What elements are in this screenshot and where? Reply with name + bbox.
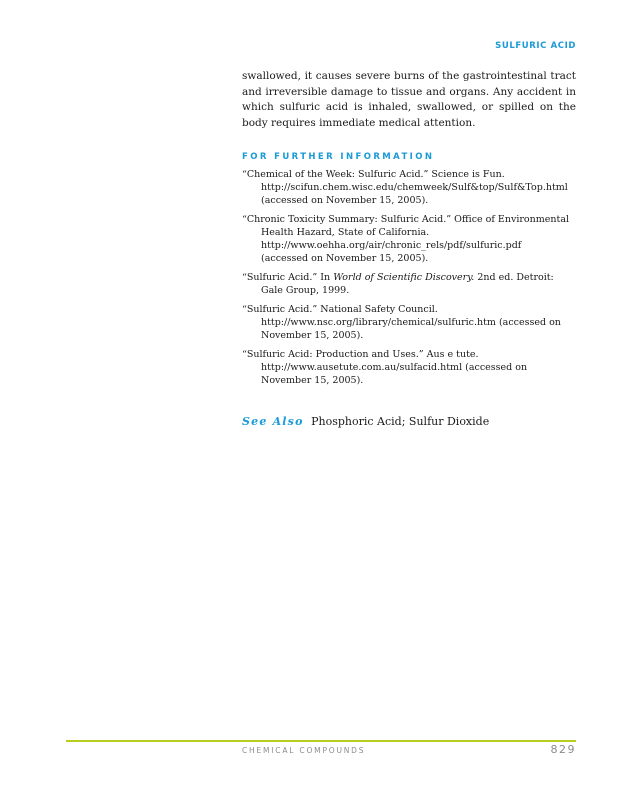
reference-edition: 2nd ed. Detroit: Gale Group, 1999.	[261, 272, 554, 296]
see-also	[242, 414, 576, 430]
reference-list	[242, 168, 576, 393]
reference-url[interactable]: http://www.ausetute.com.au/sulfacid.html	[261, 362, 463, 373]
reference-item	[242, 271, 576, 297]
reference-title: “Chemical of the Week: Sulfuric Acid.” Science is Fun.	[242, 169, 505, 180]
see-also-label: See Also	[242, 415, 304, 428]
reference-accessed: (accessed on November 15, 2005).	[261, 195, 429, 206]
further-information-heading: FOR FURTHER INFORMATION	[242, 152, 435, 162]
reference-accessed: (accessed on November 15, 2005).	[261, 362, 528, 386]
reference-item	[242, 348, 576, 387]
reference-item	[242, 168, 576, 207]
reference-title: “Sulfuric Acid.” In	[242, 272, 331, 283]
reference-item	[242, 303, 576, 342]
reference-title: “Sulfuric Acid.” National Safety Council.	[242, 304, 438, 315]
reference-url[interactable]: http://www.oehha.org/air/chronic_rels/pdf/sulfuric.pdf	[261, 240, 522, 251]
footer-rule	[66, 740, 576, 742]
body-paragraph: swallowed, it causes severe burns of the gastrointestinal tract and irreversible damage to tissue and organs. Any accident in which sulfuric acid is inhaled, swallowed, or spilled on the body requires immediate medical attention.	[242, 70, 576, 129]
reference-url[interactable]: http://scifun.chem.wisc.edu/chemweek/Sulf&top/Sulf&Top.html	[261, 182, 568, 193]
running-head: SULFURIC ACID	[495, 41, 576, 51]
reference-url[interactable]: http://www.nsc.org/library/chemical/sulfuric.htm	[261, 317, 496, 328]
reference-title: “Sulfuric Acid: Production and Uses.” Aus e tute.	[242, 349, 479, 360]
reference-title: “Chronic Toxicity Summary: Sulfuric Acid.” Office of Environmental Health Hazard, State of California.	[242, 214, 570, 238]
reference-work-title: World of Scientific Discovery.	[333, 272, 475, 283]
page-number: 829	[550, 743, 576, 756]
see-also-links[interactable]: Phosphoric Acid; Sulfur Dioxide	[311, 415, 490, 428]
reference-item	[242, 213, 576, 265]
reference-accessed: (accessed on November 15, 2005).	[261, 317, 561, 341]
footer-book-title: CHEMICAL COMPOUNDS	[242, 746, 366, 755]
reference-accessed: (accessed on November 15, 2005).	[261, 253, 429, 264]
